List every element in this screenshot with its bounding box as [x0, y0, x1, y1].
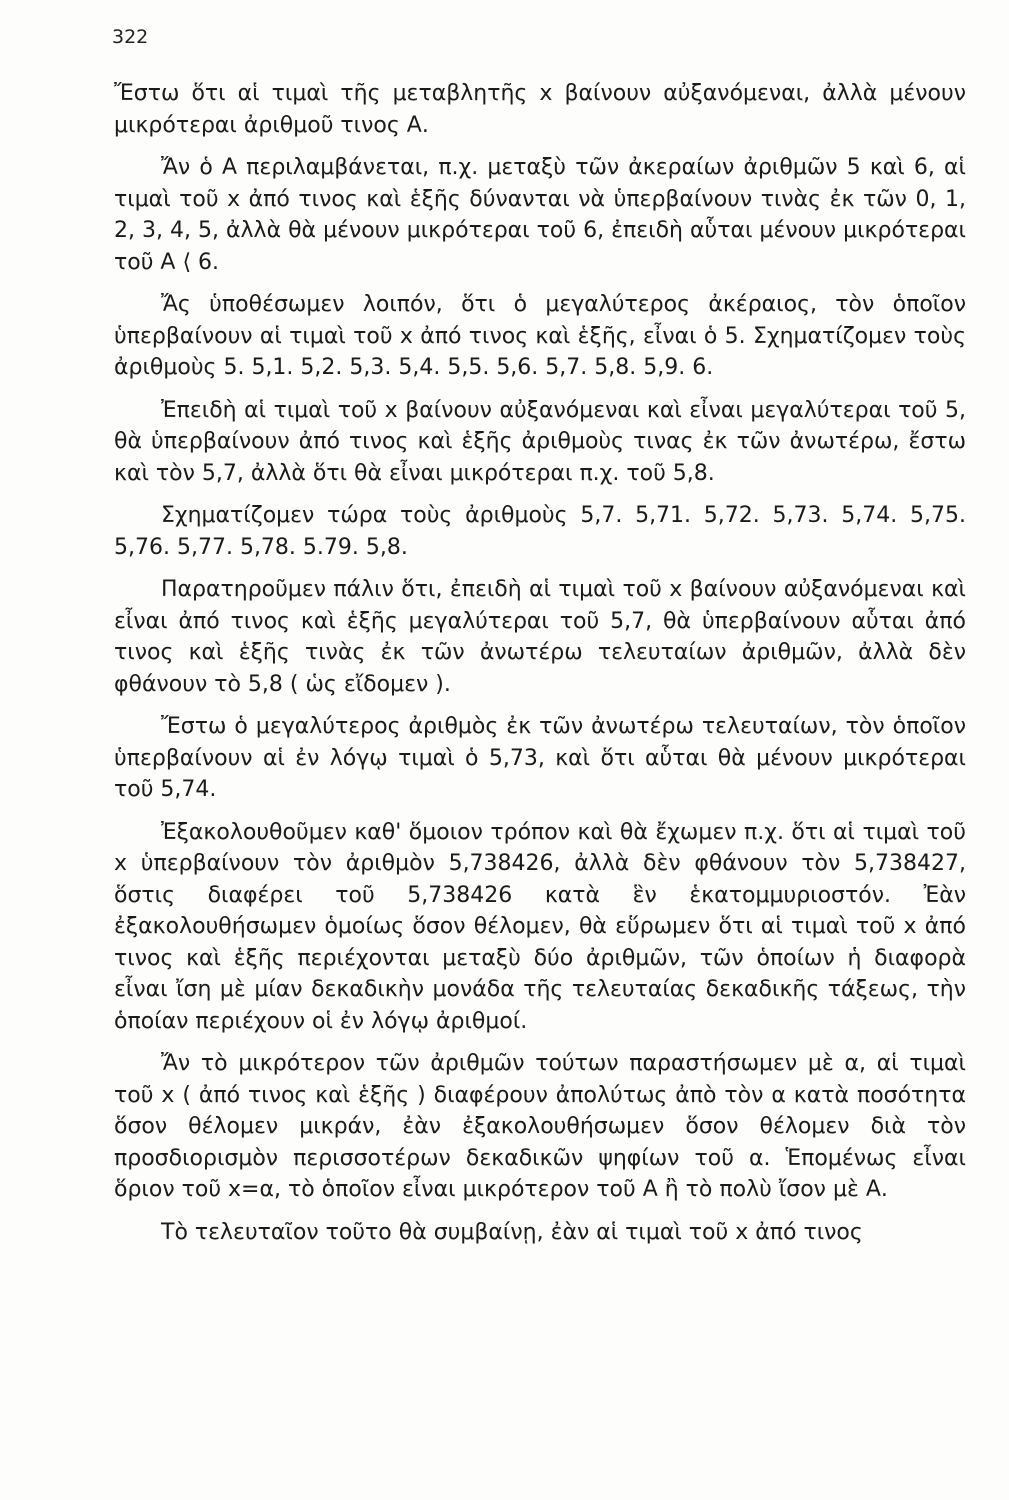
paragraph-7: Ἔστω ὁ μεγαλύτερος ἀριθμὸς ἐκ τῶν ἀνωτέρω τελευταίων, τὸν ὁποῖον ὑπερβαίνουν αἱ ἐν λόγῳ τιμαὶ ὁ 5,73, καὶ ὅτι αὗται θὰ μένουν μικρότεραι τοῦ 5,74. [114, 714, 966, 802]
paragraph-5: Σχηματίζομεν τώρα τοὺς ἀριθμοὺς 5,7. 5,71. 5,72. 5,73. 5,74. 5,75. 5,76. 5,77. 5,78. 5.79. 5,8. [114, 503, 966, 560]
paragraph-6: Παρατηροῦμεν πάλιν ὅτι, ἐπειδὴ αἱ τιμαὶ τοῦ x βαίνουν αὐξανόμεναι καὶ εἶναι ἀπό τινος καὶ ἑξῆς μεγαλύτεραι τοῦ 5,7, θὰ ὑπερβαίνουν αὗται ἀπό τινος καὶ ἑξῆς τινὰς ἐκ τῶν ἀνωτέρω τελευταίων ἀριθμῶν, ἀλλὰ δὲν φθάνουν τὸ 5,8 ( ὡς εἴδομεν ). [114, 577, 966, 697]
paragraph-1: Ἔστω ὅτι αἱ τιμαὶ τῆς μεταβλητῆς x βαίνουν αὐξανόμεναι, ἀλλὰ μένουν μικρότεραι ἀριθμοῦ τινος Α. [114, 81, 966, 138]
paragraph-9: Ἄν τὸ μικρότερον τῶν ἀριθμῶν τούτων παραστήσωμεν μὲ α, αἱ τιμαὶ τοῦ x ( ἀπό τινος καὶ ἑξῆς ) διαφέρουν ἀπολύτως ἀπὸ τὸν α κατὰ ποσότητα ὅσον θέλομεν μικράν, ἐὰν ἐξακολουθήσωμεν ὅσον θέλομεν διὰ τὸν προσδιορισμὸν περισσοτέρων δεκαδικῶν ψηφίων τοῦ α. Ἑπομένως εἶναι ὅριον τοῦ x=α, τὸ ὁποῖον εἶναι μικρότερον τοῦ Α ἢ τὸ πολὺ ἴσον μὲ Α. [114, 1051, 966, 1202]
paragraph-2: Ἄν ὁ Α περιλαμβάνεται, π.χ. μεταξὺ τῶν ἀκεραίων ἀριθμῶν 5 καὶ 6, αἱ τιμαὶ τοῦ x ἀπό τινος καὶ ἑξῆς δύνανται νὰ ὑπερβαίνουν τινὰς ἐκ τῶν 0, 1, 2, 3, 4, 5, ἀλλὰ θὰ μένουν μικρότεραι τοῦ 6, ἐπειδὴ αὗται μένουν μικρότεραι τοῦ Α ⟨ 6. [114, 155, 966, 275]
paragraph-8: Ἐξακολουθοῦμεν καθ' ὅμοιον τρόπον καὶ θὰ ἔχωμεν π.χ. ὅτι αἱ τιμαὶ τοῦ x ὑπερβαίνουν τὸν ἀριθμὸν 5,738426, ἀλλὰ δὲν φθάνουν τὸν 5,738427, ὅστις διαφέρει τοῦ 5,738426 κατὰ ἓν ἑκατομμυριοστόν. Ἐὰν ἐξακολουθήσωμεν ὁμοίως ὅσον θέλομεν, θὰ εὕρωμεν ὅτι αἱ τιμαὶ τοῦ x ἀπό τινος καὶ ἑξῆς περιέχονται μεταξὺ δύο ἀριθμῶν, τῶν ὁποίων ἡ διαφορὰ εἶναι ἴση μὲ μίαν δεκαδικὴν μονάδα τῆς τελευταίας δεκαδικῆς τάξεως, τὴν ὁποίαν περιέχουν οἱ ἐν λόγῳ ἀριθμοί. [114, 819, 966, 1034]
paragraph-10: Τὸ τελευταῖον τοῦτο θὰ συμβαίνῃ, ἐὰν αἱ τιμαὶ τοῦ x ἀπό τινος [161, 1219, 863, 1245]
page-number: 322 [112, 26, 149, 48]
paragraph-4: Ἐπειδὴ αἱ τιμαὶ τοῦ x βαίνουν αὐξανόμεναι καὶ εἶναι μεγαλύτεραι τοῦ 5, θὰ ὑπερβαίνουν ἀπό τινος καὶ ἑξῆς ἀριθμοὺς τινας ἐκ τῶν ἀνωτέρω, ἔστω καὶ τὸν 5,7, ἀλλὰ ὅτι θὰ εἶναι μικρότεραι π.χ. τοῦ 5,8. [114, 397, 966, 486]
paragraph-3: Ἄς ὑποθέσωμεν λοιπόν, ὅτι ὁ μεγαλύτερος ἀκέραιος, τὸν ὁποῖον ὑπερβαίνουν αἱ τιμαὶ τοῦ x ἀπό τινος καὶ ἑξῆς, εἶναι ὁ 5. Σχηματίζομεν τοὺς ἀριθμοὺς 5. 5,1. 5,2. 5,3. 5,4. 5,5. 5,6. 5,7. 5,8. 5,9. 6. [114, 292, 966, 380]
body-text [114, 78, 966, 1248]
